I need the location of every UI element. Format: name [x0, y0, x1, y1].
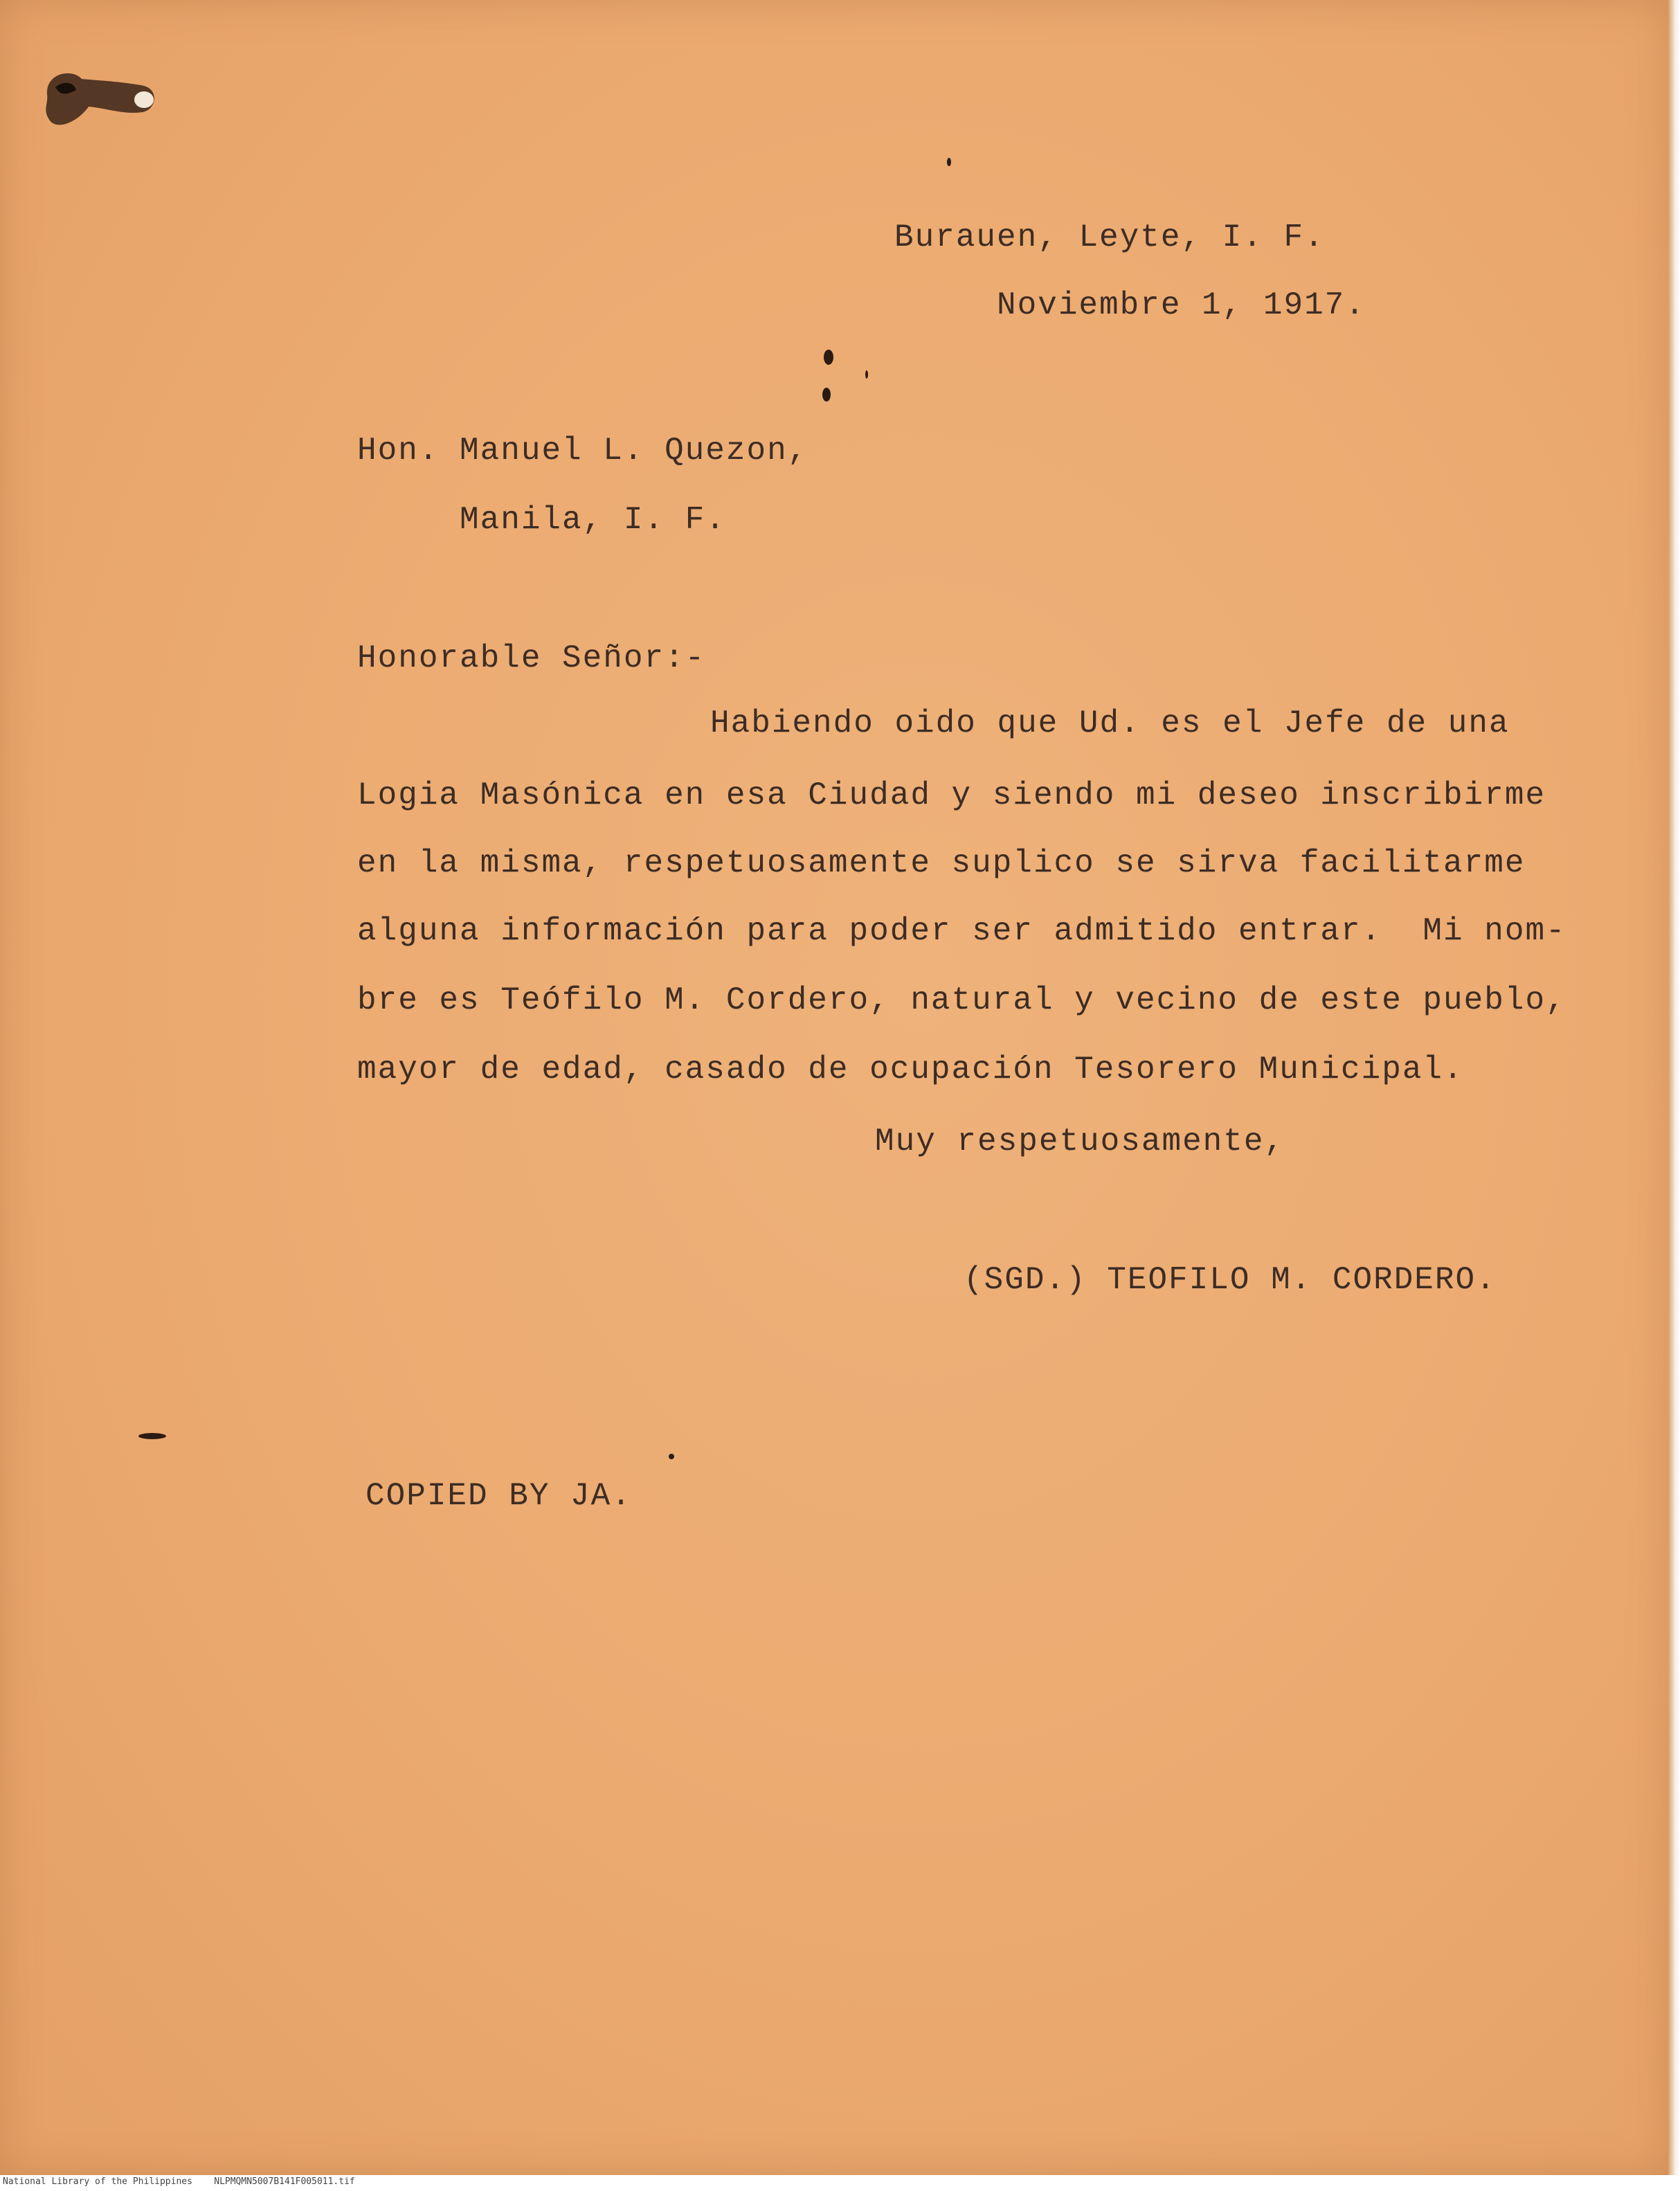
ink-speck — [822, 388, 831, 402]
ink-speck — [824, 350, 833, 365]
ink-speck — [947, 158, 951, 166]
signature: (SGD.) TEOFILO M. CORDERO. — [964, 1262, 1497, 1298]
body-line: alguna información para poder ser admitido entrar. Mi nom- — [357, 913, 1566, 949]
body-line: bre es Teófilo M. Cordero, natural y vecino de este pueblo, — [357, 982, 1566, 1018]
closing: Muy respetuosamente, — [875, 1124, 1285, 1160]
ink-speck — [865, 370, 868, 379]
page-edge — [1668, 0, 1680, 2175]
body-line: en la misma, respetuosamente suplico se sirva facilitarme — [357, 845, 1526, 881]
body-line: mayor de edad, casado de ocupación Tesorero Municipal. — [357, 1052, 1464, 1088]
recipient-city: Manila, I. F. — [460, 502, 726, 538]
copied-by-note: COPIED BY JA. — [365, 1478, 632, 1514]
burn-mark — [40, 66, 158, 132]
scan-label: National Library of the Philippines NLPMQMN5007B141F005011.tif — [3, 2176, 355, 2187]
body-line: Logia Masónica en esa Ciudad y siendo mi deseo inscribirme — [357, 777, 1546, 813]
ink-speck — [138, 1433, 166, 1439]
letter-date: Noviembre 1, 1917. — [997, 287, 1366, 323]
recipient-name: Hon. Manuel L. Quezon, — [357, 433, 809, 469]
ink-speck — [669, 1454, 674, 1459]
body-line: Habiendo oido que Ud. es el Jefe de una — [710, 705, 1510, 741]
salutation: Honorable Señor:- — [357, 640, 706, 676]
letter-place: Burauen, Leyte, I. F. — [894, 219, 1325, 255]
